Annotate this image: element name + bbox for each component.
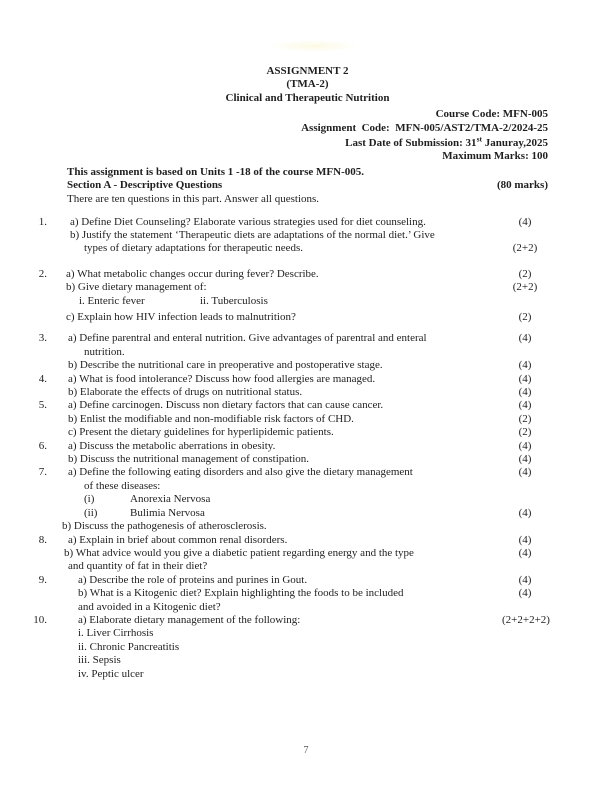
question-text: and avoided in a Kitogenic diet? (78, 600, 221, 613)
sub-item-right: Anorexia Nervosa (130, 493, 211, 506)
question-number: 6. (38, 439, 47, 452)
marks-value: (4) (518, 439, 532, 452)
question-line (38, 268, 548, 281)
document-header (0, 0, 612, 206)
question-text: b) Justify the statement ‘Therapeutic diets are adaptations of the normal diet.’ Give (70, 228, 435, 241)
maximum-marks: Maximum Marks: 100 (442, 150, 548, 163)
question-line (38, 534, 548, 547)
question-text: a) Define the following eating disorders and also give the dietary management (68, 466, 413, 479)
question-text: ii. Chronic Pancreatitis (78, 640, 180, 653)
marks-value: (4) (518, 533, 532, 546)
marks-value: (4) (518, 386, 532, 399)
question-text: a) Describe the role of proteins and purines in Gout. (78, 573, 308, 586)
assignment-subtitle: (TMA-2) (286, 78, 329, 91)
marks-value: (2+2) (512, 242, 538, 255)
question-text: iv. Peptic ulcer (78, 667, 144, 680)
question-number: 9. (38, 573, 47, 586)
question-text: a) Define Diet Counseling? Elaborate various strategies used for diet counseling. (70, 215, 426, 228)
sub-item-left: i. Enteric fever (79, 294, 145, 307)
course-title: Clinical and Therapeutic Nutrition (225, 91, 390, 104)
question-text: types of dietary adaptations for therapeutic needs. (84, 242, 304, 255)
section-title: Section A - Descriptive Questions (67, 179, 223, 192)
question-number: 1. (38, 215, 47, 228)
question-text: iii. Sepsis (78, 654, 121, 667)
marks-value: (4) (518, 587, 532, 600)
question-text: b) Elaborate the effects of drugs on nutritional status. (68, 386, 303, 399)
question-text: nutrition. (84, 345, 125, 358)
sub-item-left: (ii) (84, 506, 98, 519)
question-text: b) Enlist the modifiable and non-modifiable risk factors of CHD. (68, 412, 354, 425)
question-line (38, 359, 548, 372)
question-text: a) What metabolic changes occur during fever? Describe. (66, 267, 319, 280)
question-line (38, 399, 548, 412)
marks-value: (2) (518, 412, 532, 425)
question-line (38, 386, 548, 399)
question-line (38, 242, 548, 255)
question-text: c) Explain how HIV infection leads to malnutrition? (66, 311, 296, 323)
question-number: 10. (33, 613, 47, 626)
sub-item-right: ii. Tuberculosis (200, 294, 268, 307)
question-number: 4. (38, 372, 47, 385)
question-line (38, 453, 548, 466)
marks-value: (4) (518, 453, 532, 466)
question-line (38, 627, 548, 640)
question-text: b) Describe the nutritional care in preoperative and postoperative stage. (68, 359, 383, 372)
page-number: 7 (303, 745, 309, 756)
question-number: 5. (38, 399, 47, 412)
questions-list (33, 215, 550, 681)
question-line (38, 547, 548, 560)
last-date-prefix: Last Date of Submission: 31 (345, 137, 477, 150)
last-date-suffix: Januray,2025 (481, 137, 548, 150)
marks-value: (2) (518, 267, 532, 280)
question-text: a) Explain in brief about common renal disorders. (68, 533, 288, 546)
question-line (38, 493, 548, 506)
last-date-ordinal: st (476, 134, 482, 144)
assignment-title: ASSIGNMENT 2 (266, 65, 349, 77)
question-line (38, 229, 548, 242)
question-text: b) Discuss the pathogenesis of atherosclerosis. (62, 520, 267, 533)
question-line (38, 480, 548, 493)
question-line (38, 413, 548, 426)
marks-value: (4) (518, 215, 532, 228)
question-line (38, 654, 548, 667)
question-line (38, 466, 548, 479)
marks-value: (2+2+2+2) (502, 613, 550, 626)
question-text (79, 295, 268, 307)
marks-value: (4) (518, 466, 532, 479)
marks-value: (2) (518, 426, 532, 439)
question-line (33, 613, 550, 627)
section-marks: (80 marks) (496, 179, 548, 192)
question-line (38, 426, 548, 439)
question-number: 2. (38, 267, 47, 280)
question-line (38, 574, 548, 587)
question-line (38, 560, 548, 573)
question-text: a) Discuss the metabolic aberrations in obesity. (68, 439, 276, 452)
question-line (38, 641, 548, 654)
question-line (38, 311, 548, 324)
question-text: a) What is food intolerance? Discuss how food allergies are managed. (68, 372, 376, 385)
question-text: i. Liver Cirrhosis (78, 627, 154, 640)
question-line (38, 346, 548, 359)
question-text: b) Discuss the nutritional management of constipation. (68, 453, 310, 466)
marks-value: (4) (518, 359, 532, 372)
assignment-code: Assignment Code: MFN-005/AST2/TMA-2/2024-25 (301, 121, 548, 134)
marks-value: (4) (518, 546, 532, 559)
question-text: a) Define carcinogen. Discuss non dietary factors that can cause cancer. (68, 399, 384, 412)
sub-item-left: (i) (84, 493, 95, 506)
question-text: of these diseases: (84, 479, 161, 492)
marks-value: (4) (518, 399, 532, 412)
question-line (38, 373, 548, 386)
question-number: 8. (38, 533, 47, 546)
question-text: a) Elaborate dietary management of the following: (78, 613, 301, 626)
question-text (84, 493, 210, 505)
marks-value: (4) (518, 506, 532, 519)
instructions: There are ten questions in this part. Answer all questions. (67, 192, 320, 205)
question-line (38, 520, 548, 533)
section-header-row (67, 179, 548, 192)
question-line (38, 507, 548, 520)
last-date-of-submission (67, 134, 548, 150)
question-line (38, 440, 548, 453)
question-line (38, 295, 548, 308)
question-text: a) Define parentral and enteral nutrition. Give advantages of parentral and enteral (68, 332, 427, 345)
question-line (38, 587, 548, 600)
question-line (38, 668, 548, 681)
sub-item-right: Bulimia Nervosa (130, 506, 205, 519)
marks-value: (4) (518, 573, 532, 586)
marks-value: (4) (518, 372, 532, 385)
question-text: and quantity of fat in their diet? (68, 560, 208, 573)
marks-value: (2) (518, 311, 532, 323)
question-line (38, 601, 548, 614)
question-number: 3. (38, 332, 47, 345)
question-text: b) What advice would you give a diabetic patient regarding energy and the type (64, 546, 414, 559)
based-on-note: This assignment is based on Units 1 -18 of the course MFN-005. (67, 165, 365, 178)
course-code: Course Code: MFN-005 (435, 108, 548, 121)
question-text: b) Give dietary management of: (66, 281, 207, 294)
marks-value: (2+2) (512, 281, 538, 294)
question-line (38, 216, 548, 229)
question-text: b) What is a Kitogenic diet? Explain highlighting the foods to be included (78, 587, 404, 600)
question-number: 7. (38, 466, 47, 479)
question-text: c) Present the dietary guidelines for hyperlipidemic patients. (68, 426, 334, 439)
question-text (84, 507, 205, 519)
question-line (38, 332, 548, 345)
question-line (38, 281, 548, 294)
marks-value: (4) (518, 332, 532, 345)
